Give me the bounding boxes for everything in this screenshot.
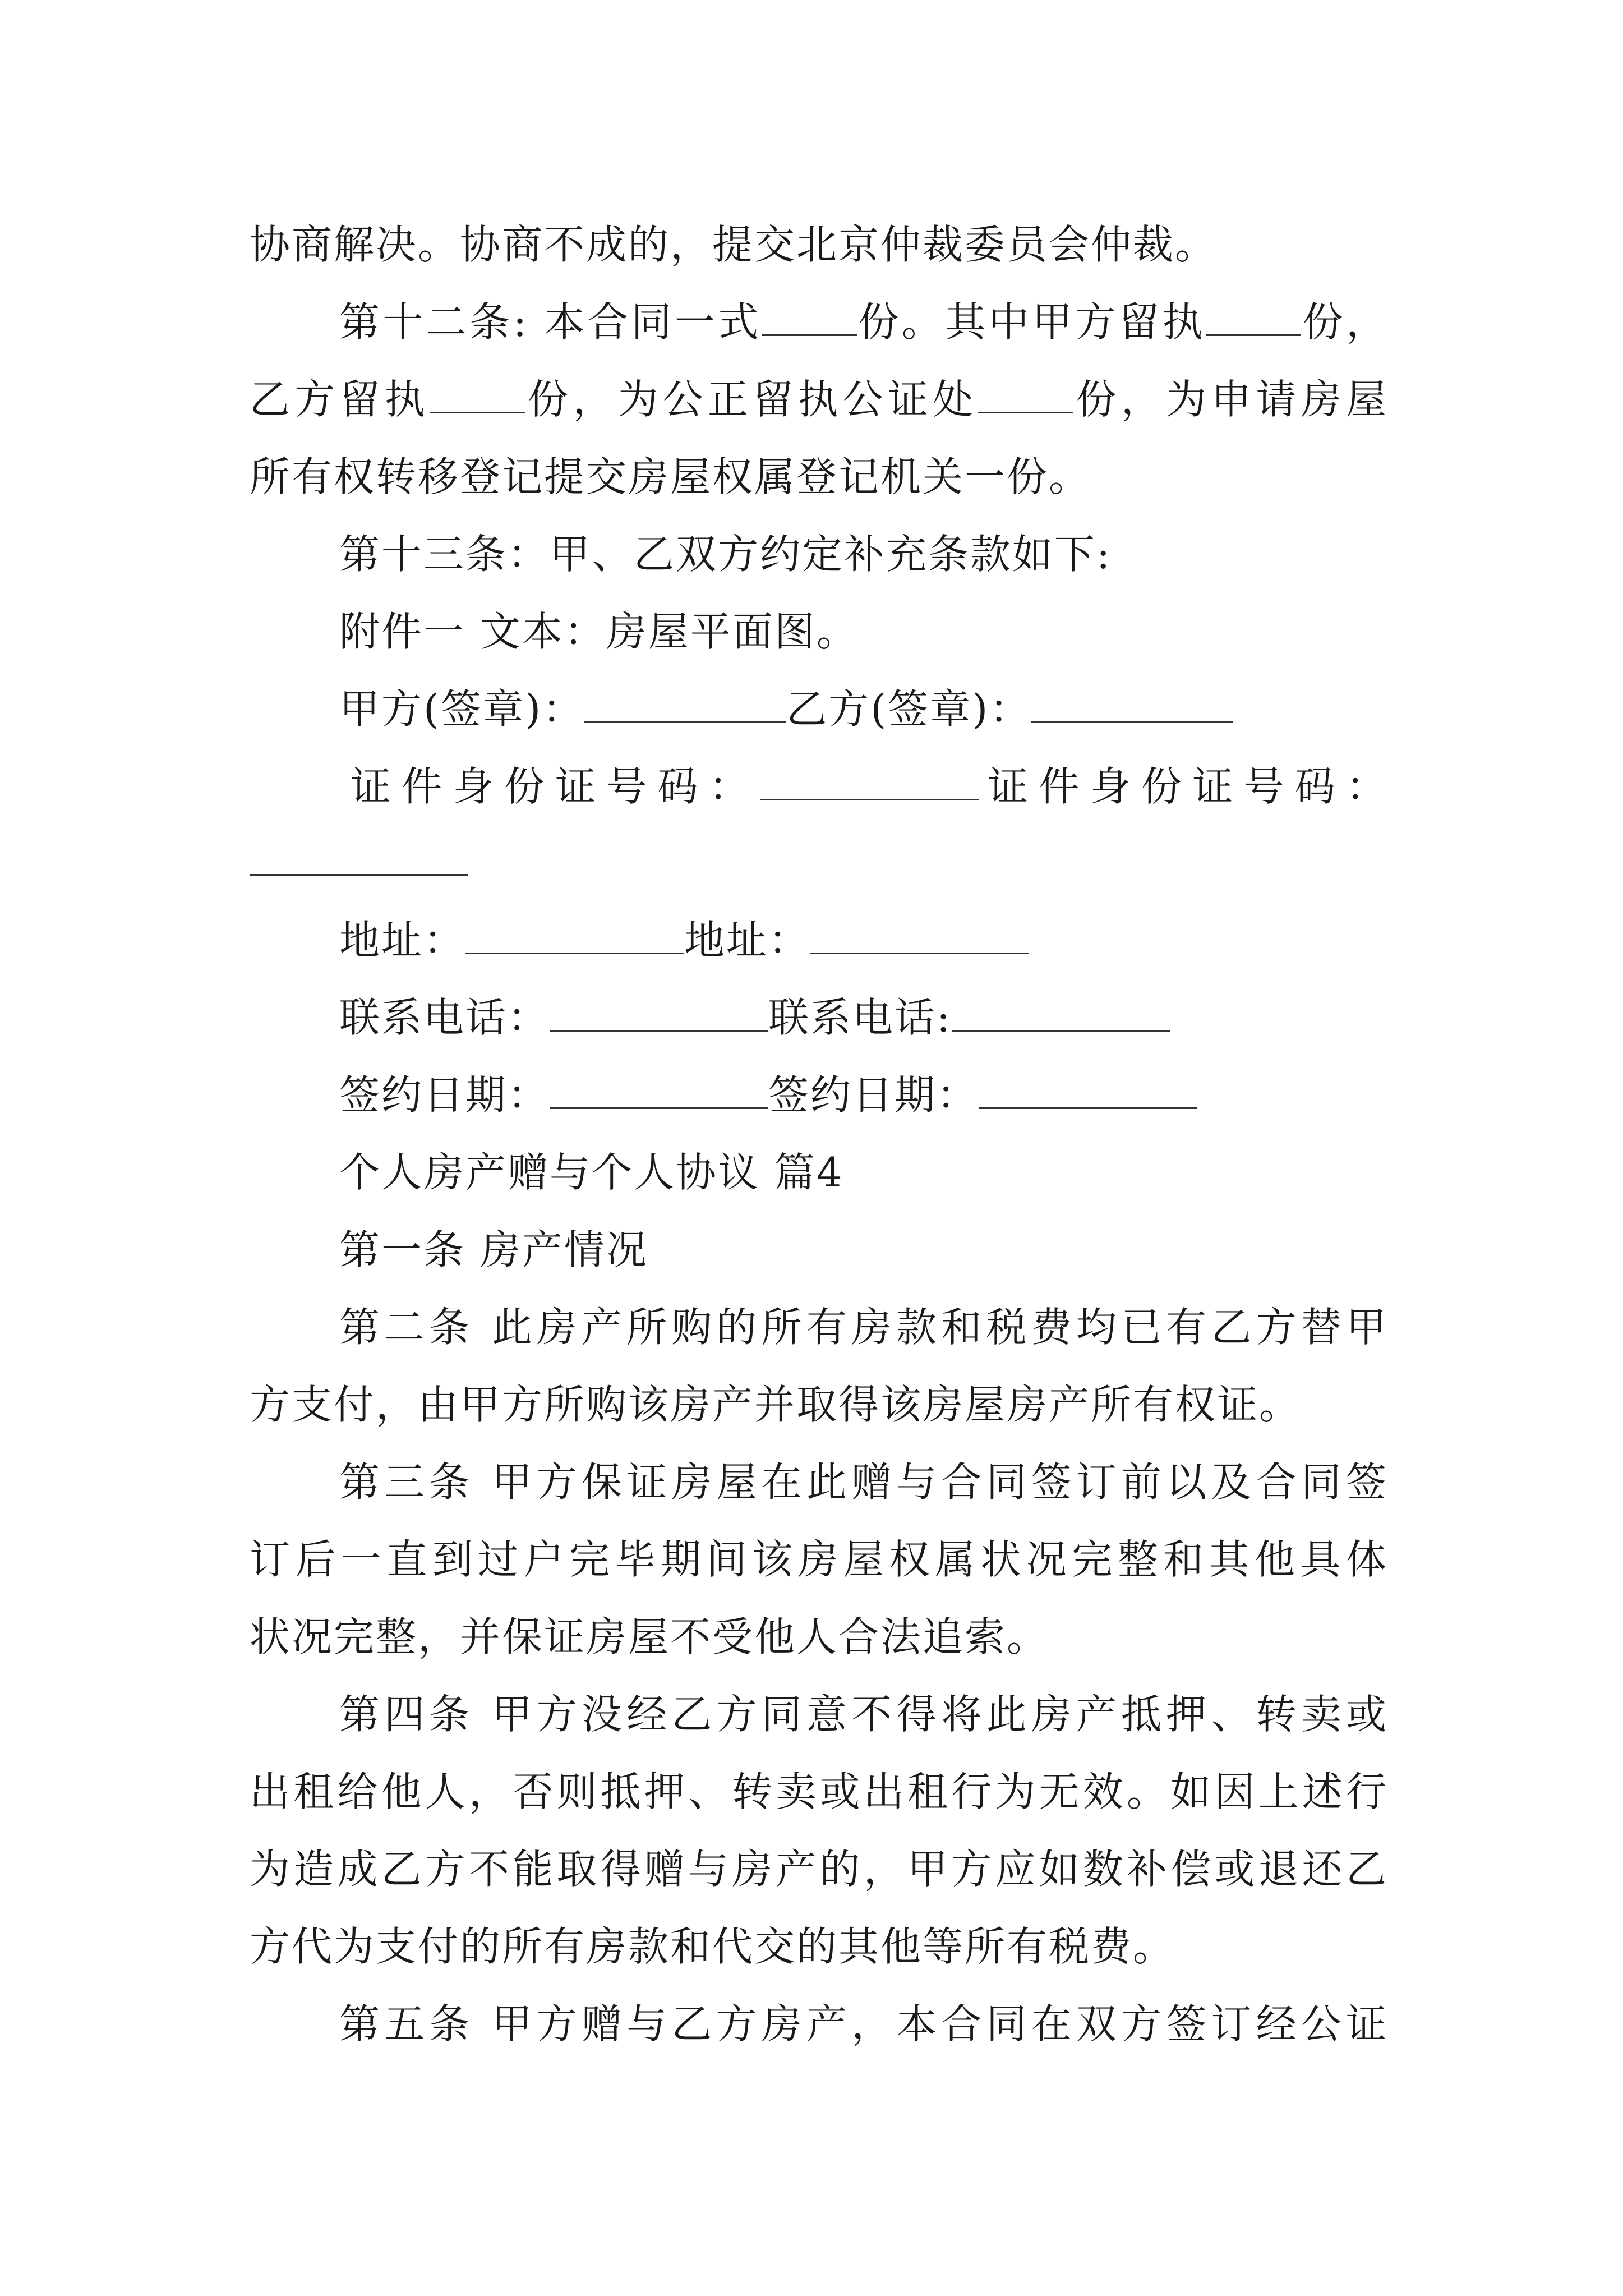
party-b-seal-field[interactable] (1031, 689, 1233, 723)
text-segment: 第一条 房产情况 (339, 1226, 648, 1273)
text-segment: 第二条 此房产所购的所有房款和税费均已有乙方替甲 (339, 1304, 1388, 1351)
text-segment: 第四条 甲方没经乙方同意不得将此房产抵押、转卖或 (339, 1691, 1388, 1738)
party-b-id-label: 证件身份证号码： (979, 763, 1388, 810)
signature-line (339, 994, 1170, 1041)
signature-line (339, 685, 1233, 733)
text-segment: 所有权转移登记提交房屋权属登记机关一份。 (250, 453, 1091, 500)
paragraph-line (339, 1458, 1388, 1506)
text-segment: 个人房产赠与个人协议 篇4 (339, 1149, 844, 1196)
paragraph-line (250, 1768, 1388, 1815)
party-b-phone-label: 联系电话: (768, 994, 952, 1041)
party-a-seal-label: 甲方(签章)： (339, 685, 585, 733)
party-a-id-label: 证件身份证号码： (351, 763, 760, 810)
party-b-address-field[interactable] (810, 920, 1029, 954)
paragraph-line (339, 608, 1388, 655)
section-heading (339, 1149, 1388, 1196)
text-segment: 份，为申请房屋 (1073, 376, 1388, 423)
paragraph-line (250, 1381, 1388, 1428)
text-segment: 协商解决。协商不成的，提交北京仲裁委员会仲裁。 (250, 221, 1218, 268)
party-a-address-field[interactable] (465, 920, 684, 954)
party-a-phone-field[interactable] (550, 997, 768, 1032)
paragraph-line (339, 298, 1388, 346)
text-segment: 乙方留执 (250, 376, 430, 423)
signature-line (339, 1071, 1197, 1119)
text-segment: 第十二条: 本合同一式 (339, 298, 762, 346)
text-segment: 第五条 甲方赠与乙方房产，本合同在双方签订经公证 (339, 2000, 1388, 2047)
paragraph-line (339, 531, 1388, 578)
text-segment: 为造成乙方不能取得赠与房产的，甲方应如数补偿或退还乙 (250, 1846, 1388, 1893)
paragraph-line (339, 1691, 1388, 1738)
text-segment: 出租给他人，否则抵押、转卖或出租行为无效。如因上述行 (250, 1768, 1388, 1815)
paragraph-line (250, 1536, 1388, 1583)
party-a-address-label: 地址： (339, 917, 466, 964)
party-a-date-field[interactable] (550, 1075, 768, 1109)
text-segment: 份。其中甲方留执 (856, 298, 1206, 346)
party-b-date-label: 签约日期： (768, 1071, 979, 1119)
paragraph-line (250, 1923, 1388, 1970)
party-a-date-label: 签约日期： (339, 1071, 550, 1119)
party-b-address-label: 地址： (684, 917, 811, 964)
paragraph-line (250, 453, 1388, 500)
paragraph-line (250, 1613, 1388, 1660)
paragraph-line (250, 1846, 1388, 1893)
party-a-seal-field[interactable] (584, 689, 786, 723)
party-b-seal-label: 乙方(签章)： (786, 685, 1032, 733)
signature-line (351, 763, 1388, 810)
text-segment: 订后一直到过户完毕期间该房屋权属状况完整和其他具体 (250, 1536, 1388, 1583)
text-segment: 方代为支付的所有房款和代交的其他等所有税费。 (250, 1923, 1175, 1970)
party-b-date-field[interactable] (979, 1075, 1197, 1109)
paragraph-line (250, 376, 1388, 423)
paragraph-line (250, 221, 1388, 268)
text-segment: 份， (1301, 298, 1388, 346)
paragraph-line (339, 1304, 1388, 1351)
fill-blank[interactable] (430, 379, 525, 413)
party-a-phone-label: 联系电话： (339, 994, 550, 1041)
signature-line (339, 917, 1029, 964)
text-segment: 份，为公正留执公证处 (524, 376, 978, 423)
fill-blank[interactable] (1206, 302, 1301, 336)
text-segment: 附件一 文本：房屋平面图。 (339, 608, 859, 655)
paragraph-line (339, 2000, 1388, 2047)
party-a-id-field[interactable] (760, 766, 979, 800)
text-segment: 方支付，由甲方所购该房产并取得该房屋房产所有权证。 (250, 1381, 1302, 1428)
paragraph-line (339, 1226, 1388, 1273)
party-b-phone-field[interactable] (952, 997, 1170, 1032)
text-segment: 第十三条：甲、乙双方约定补充条款如下: (339, 531, 1112, 578)
text-segment: 状况完整，并保证房屋不受他人合法追索。 (250, 1613, 1049, 1660)
fill-blank[interactable] (978, 379, 1073, 413)
text-segment: 第三条 甲方保证房屋在此赠与合同签订前以及合同签 (339, 1458, 1388, 1506)
party-b-id-field[interactable] (250, 874, 468, 876)
fill-blank[interactable] (762, 302, 857, 336)
